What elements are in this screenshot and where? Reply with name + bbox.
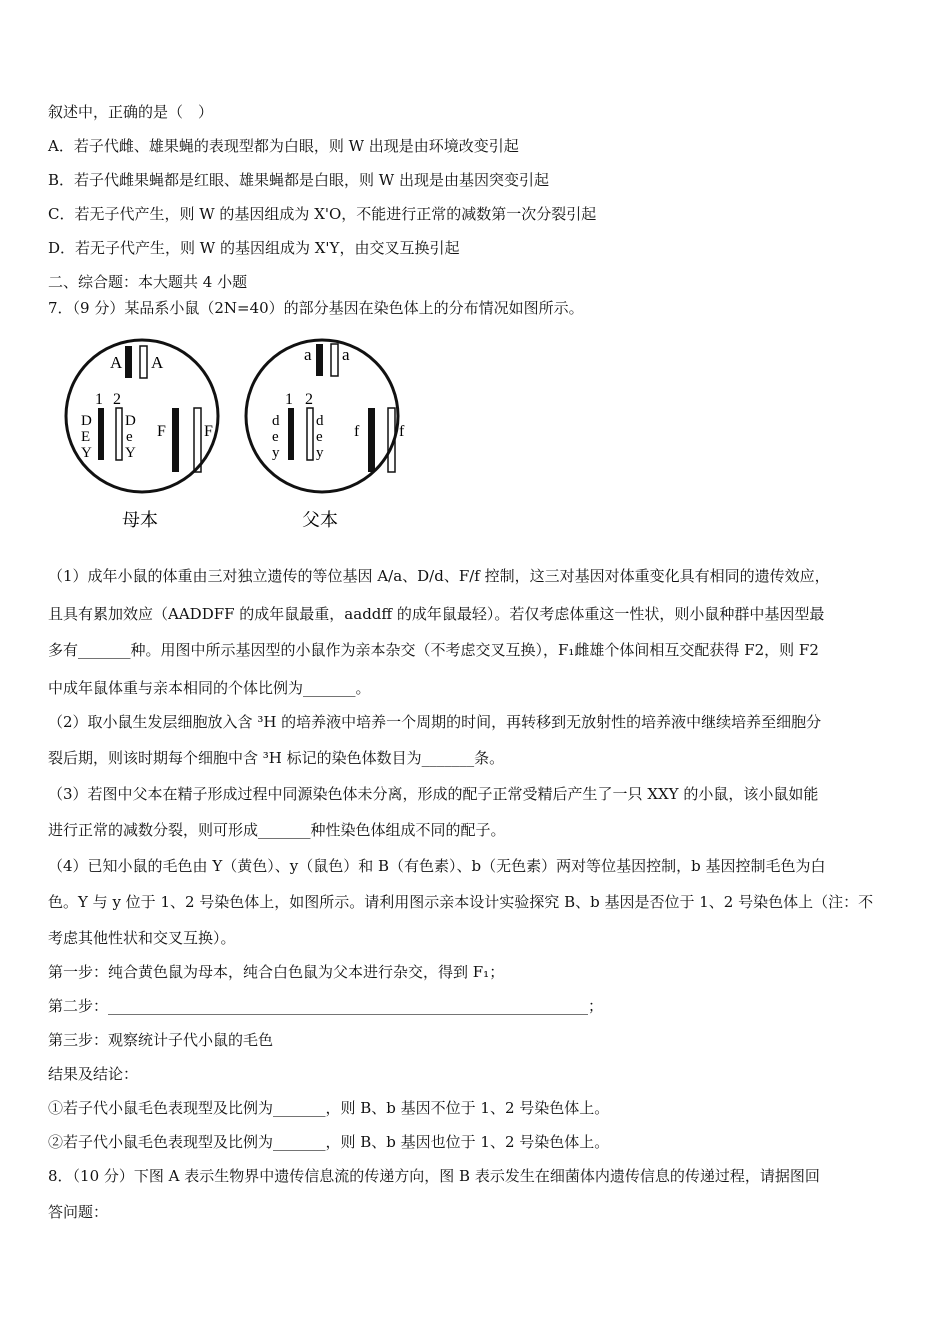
step-3: 第三步：观察统计子代小鼠的毛色	[48, 1031, 274, 1049]
father-chromosome-number-2: 2	[305, 391, 313, 408]
question-8-line-2: 答问题：	[48, 1203, 109, 1221]
part-4-line-1: （4）已知小鼠的毛色由 Y（黄色）、y（鼠色）和 B（有色素）、b（无色素）两对等位基因控制，b 基因控制毛色为白	[48, 857, 826, 875]
mother-col2-gene-3: Y	[125, 445, 136, 461]
mother-gene-f-left: F	[157, 423, 166, 440]
mother-col2-gene-2: e	[126, 429, 133, 445]
part-1-line-1: （1）成年小鼠的体重由三对独立遗传的等位基因 A/a、D/d、F/f 控制，这三对基因对体重变化具有相同的遗传效应，	[48, 567, 830, 585]
mother-gene-f-right: F	[204, 423, 213, 440]
question-8-line-1: 8．（10 分）下图 A 表示生物界中遗传信息流的传递方向，图 B 表示发生在细菌体内遗传信息的传递过程，请据图回	[48, 1167, 820, 1185]
father-col2-gene-1: d	[316, 413, 324, 429]
section-heading: 二、综合题：本大题共 4 小题	[48, 273, 248, 291]
intro-line: 叙述中，正确的是（ ）	[48, 103, 214, 121]
mother-col1-gene-1: D	[81, 413, 92, 429]
father-gene-top-left: a	[304, 345, 312, 364]
results-heading: 结果及结论：	[48, 1065, 139, 1083]
part-2-line-1: （2）取小鼠生发层细胞放入含 ³H 的培养液中培养一个周期的时间，再转移到无放射性的培养液中继续培养至细胞分	[48, 713, 822, 731]
part-3-line-2: 进行正常的减数分裂，则可形成_______种性染色体组成不同的配子。	[48, 821, 506, 839]
father-col1-gene-3: y	[272, 445, 280, 461]
mother-caption: 母本	[122, 510, 158, 530]
father-col2-gene-2: e	[316, 429, 323, 445]
father-col2-gene-3: y	[316, 445, 324, 461]
father-gene-top-right: a	[342, 345, 350, 364]
mother-gene-top-right: A	[151, 353, 164, 372]
chromosome-figure	[50, 336, 410, 536]
father-caption: 父本	[302, 510, 338, 530]
part-1-line-3: 多有_______种。用图中所示基因型的小鼠作为亲本杂交（不考虑交叉互换），F₁雌雄个体间相互交配获得 F2，则 F2	[48, 641, 819, 659]
part-4-line-2: 色。Y 与 y 位于 1、2 号染色体上，如图所示。请利用图示亲本设计实验探究 B、b 基因是否位于 1、2 号染色体上（注：不	[48, 893, 874, 911]
option-a: A．若子代雌、雄果蝇的表现型都为白眼，则 W 出现是由环境改变引起	[48, 137, 519, 155]
option-b: B．若子代雌果蝇都是红眼、雄果蝇都是白眼，则 W 出现是由基因突变引起	[48, 171, 549, 189]
part-3-line-1: （3）若图中父本在精子形成过程中同源染色体未分离，形成的配子正常受精后产生了一只 XXY 的小鼠，该小鼠如能	[48, 785, 819, 803]
mother-col1-gene-3: Y	[81, 445, 92, 461]
mother-gene-top-left: A	[110, 353, 123, 372]
mother-col2-gene-1: D	[125, 413, 136, 429]
result-2: ②若子代小鼠毛色表现型及比例为_______，则 B、b 基因也位于 1、2 号染色体上。	[48, 1133, 610, 1151]
part-1-line-2: 且具有累加效应（AADDFF 的成年鼠最重，aaddff 的成年鼠最轻）。若仅考虑体重这一性状，则小鼠种群中基因型最	[48, 605, 825, 623]
father-chromosome-number-1: 1	[285, 391, 293, 408]
part-1-line-4: 中成年鼠体重与亲本相同的个体比例为_______。	[48, 679, 371, 697]
result-1: ①若子代小鼠毛色表现型及比例为_______，则 B、b 基因不位于 1、2 号染色体上。	[48, 1099, 610, 1117]
option-c: C．若无子代产生，则 W 的基因组成为 X'O，不能进行正常的减数第一次分裂引起	[48, 205, 597, 223]
father-gene-f-right: f	[399, 423, 405, 440]
part-2-line-2: 裂后期，则该时期每个细胞中含 ³H 标记的染色体数目为_______条。	[48, 749, 505, 767]
step-1: 第一步：纯合黄色鼠为母本，纯合白色鼠为父本进行杂交，得到 F₁；	[48, 963, 505, 981]
question-7-stem: 7．（9 分）某品系小鼠（2N=40）的部分基因在染色体上的分布情况如图所示。	[48, 299, 584, 317]
step-2: 第二步：________________________________________________________________；	[48, 997, 604, 1015]
option-d: D．若无子代产生，则 W 的基因组成为 X'Y，由交叉互换引起	[48, 239, 460, 257]
father-col1-gene-1: d	[272, 413, 280, 429]
mother-chromosome-number-1: 1	[95, 391, 103, 408]
father-col1-gene-2: e	[272, 429, 279, 445]
mother-col1-gene-2: E	[81, 429, 91, 445]
father-gene-f-left: f	[354, 423, 360, 440]
part-4-line-3: 考虑其他性状和交叉互换）。	[48, 929, 236, 947]
mother-chromosome-number-2: 2	[113, 391, 121, 408]
